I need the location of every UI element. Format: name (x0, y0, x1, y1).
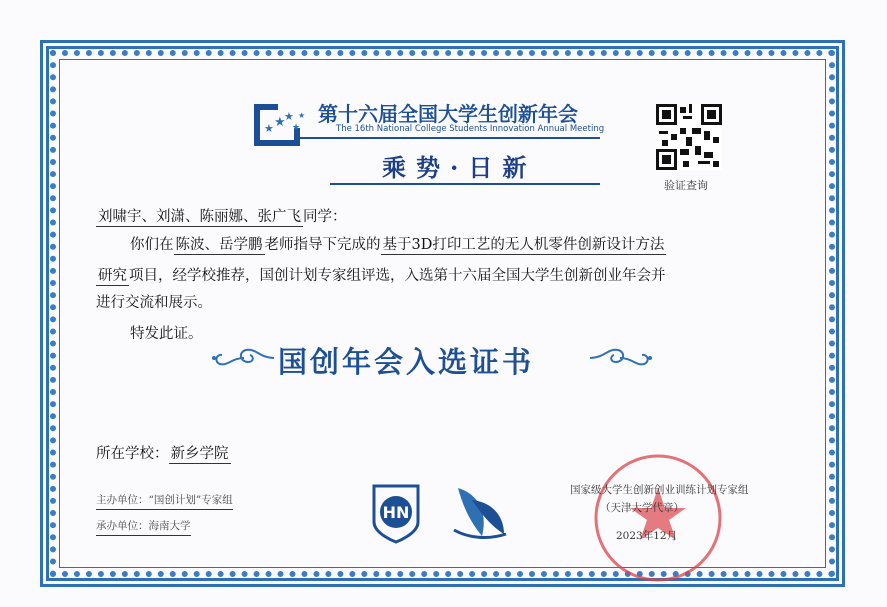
issue-date: 2023年12月 (616, 530, 678, 542)
exhibition-line: 进行交流和展示。 (96, 295, 212, 311)
host-organizer: 主办单位：“国创计划”专家组 (96, 492, 233, 510)
issuer-seal-text: （天津大学代章） (600, 502, 684, 514)
svg-text:★: ★ (298, 111, 306, 120)
qr-caption: 验证查询 (664, 179, 708, 192)
university-emblem-icon (370, 482, 422, 544)
header-divider (300, 137, 600, 139)
school-name: 新乡学院 (170, 446, 229, 462)
certificate-title: 国创年会入选证书 (278, 345, 535, 379)
project-title-part2: 研究 (98, 268, 127, 284)
official-seal-icon (588, 448, 728, 588)
certify-line: 特发此证。 (130, 326, 203, 342)
svg-text:★: ★ (274, 115, 286, 130)
motto: 乘势·日新 (382, 153, 537, 182)
project-line (96, 264, 666, 285)
recipient-names: 刘啸宇、刘潇、陈丽娜、张广飞 (98, 209, 301, 225)
school-label: 所在学校： (96, 446, 169, 462)
meeting-title: 第十六届全国大学生创新年会 (318, 102, 578, 126)
line2-mid: 老师指导下完成的 (264, 237, 381, 253)
recipients-suffix: 同学： (303, 209, 347, 225)
advisor-line (130, 233, 666, 254)
line3-rest: 项目，经学校推荐，国创计划专家组评选，入选第十六届全国大学生创新创业年会并 (129, 268, 666, 284)
issuer-name: 国家级大学生创新创业训练计划专家组 (570, 484, 749, 496)
motto-underline (330, 183, 600, 185)
recipients-line (96, 205, 347, 226)
svg-text:★: ★ (284, 110, 294, 123)
advisor-names: 陈波、岳学鹏 (175, 237, 263, 253)
meeting-title-english: The 16th National College Students Innovation Annual Meeting (336, 124, 605, 134)
undertaking-organizer: 承办单位：海南大学 (96, 518, 191, 536)
svg-text:★: ★ (264, 122, 274, 135)
svg-text:★: ★ (292, 123, 301, 133)
swirl-ornament-left-icon (210, 344, 276, 372)
project-title-part1: 基于3D打印工艺的无人机零件创新设计方法 (382, 237, 665, 253)
line2-prefix: 你们在 (130, 237, 174, 253)
qr-code-icon[interactable] (656, 104, 722, 170)
school-row (96, 442, 231, 463)
svg-text:HN: HN (382, 503, 410, 522)
swirl-ornament-right-icon (588, 344, 654, 372)
sail-emblem-icon (448, 480, 510, 542)
conference-logo-icon (250, 100, 312, 148)
